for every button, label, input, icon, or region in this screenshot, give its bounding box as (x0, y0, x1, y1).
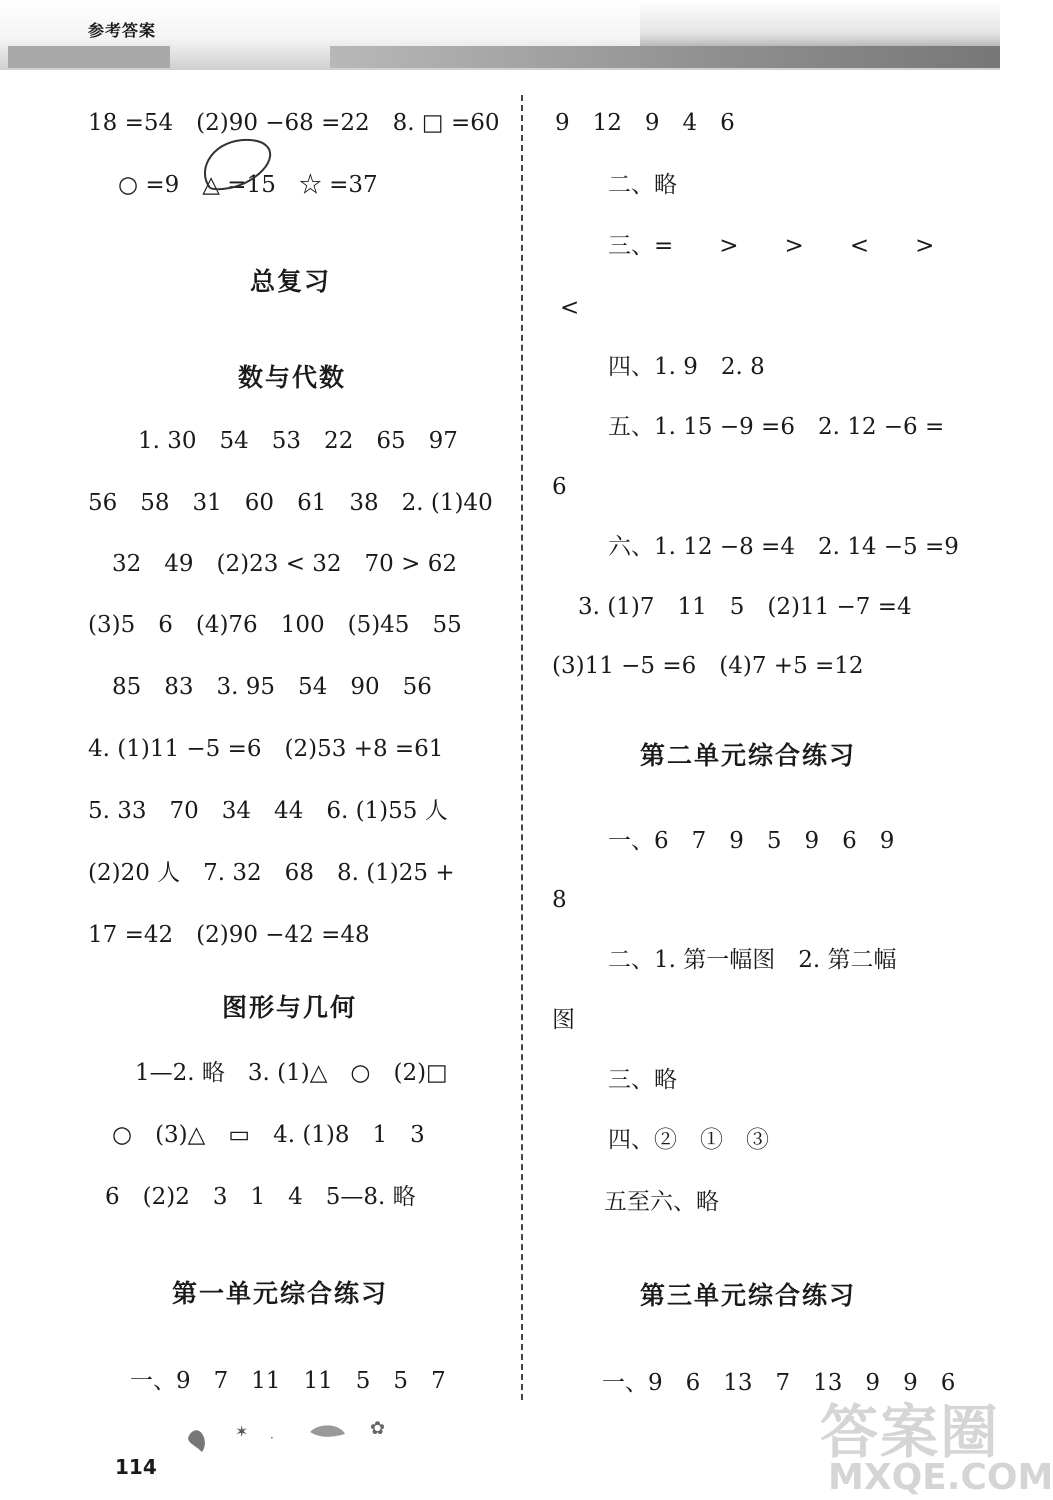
header-title: 参考答案 (88, 21, 157, 40)
answer-line: 8 (552, 887, 567, 913)
answer-line: 五、1. 15 −9 =6 2. 12 −6 = (608, 414, 945, 440)
answer-line: 6 (2)2 3 1 4 5—8. 略 (105, 1184, 416, 1210)
answer-line: 三、= > > < > (608, 233, 935, 259)
header-landscape-image (640, 0, 1000, 48)
pencil-scribble-mark (195, 128, 295, 208)
watermark-url: MXQE.COM (828, 1457, 1053, 1498)
header-bar-right (330, 46, 1000, 68)
answer-line: ○ (3)△ ▭ 4. (1)8 1 3 (112, 1122, 425, 1148)
answer-line: 三、略 (608, 1067, 677, 1093)
decorative-flowers-doodle (180, 1412, 420, 1462)
answer-line: (3)5 6 (4)76 100 (5)45 55 (88, 612, 462, 638)
answer-line: 85 83 3. 95 54 90 56 (112, 674, 432, 700)
heading-unit1-practice: 第一单元综合练习 (172, 1279, 389, 1308)
answer-line: 18 =54 (2)90 −68 =22 8. □ =60 (88, 110, 500, 136)
site-watermark (820, 1385, 1053, 1500)
answer-line: 五至六、略 (604, 1189, 719, 1215)
header-bar-left (8, 46, 170, 68)
answer-line: 1. 30 54 53 22 65 97 (138, 428, 458, 454)
heading-geometry: 图形与几何 (222, 993, 358, 1022)
answer-line: 一、9 7 11 11 5 5 7 (130, 1368, 446, 1394)
heading-numbers-algebra: 数与代数 (238, 363, 347, 392)
answer-line: 4. (1)11 −5 =6 (2)53 +8 =61 (88, 736, 444, 762)
answer-line: 56 58 31 60 61 38 2. (1)40 (88, 490, 493, 516)
answer-line: 四、1. 9 2. 8 (608, 354, 765, 380)
svg-text:✿: ✿ (370, 1418, 386, 1439)
heading-general-review: 总复习 (250, 267, 332, 296)
answer-line: ○ =9 △ =15 ☆ =37 (118, 172, 378, 198)
answer-line: 一、9 6 13 7 13 9 9 6 (602, 1370, 956, 1396)
page-number: 114 (115, 1455, 157, 1479)
answer-line: 图 (552, 1007, 575, 1033)
column-divider (521, 95, 523, 1400)
answer-line: 一、6 7 9 5 9 6 9 (608, 828, 895, 854)
svg-text:✶: ✶ (235, 1422, 249, 1441)
answer-line: 四、② ① ③ (608, 1127, 769, 1153)
watermark-text: 答案圈 (820, 1398, 1001, 1466)
answer-line: 17 =42 (2)90 −42 =48 (88, 922, 370, 948)
svg-text:·: · (270, 1431, 274, 1445)
answer-line: (2)20 人 7. 32 68 8. (1)25 + (88, 860, 455, 886)
answer-line: 二、略 (608, 172, 677, 198)
answer-line: (3)11 −5 =6 (4)7 +5 =12 (552, 653, 864, 679)
answer-line: 32 49 (2)23 < 32 70 > 62 (112, 551, 457, 577)
answer-line: < (560, 295, 580, 321)
answer-line: 1—2. 略 3. (1)△ ○ (2)□ (135, 1060, 448, 1086)
answer-line: 5. 33 70 34 44 6. (1)55 人 (88, 798, 448, 824)
answer-line: 6 (552, 474, 567, 500)
heading-unit3-practice: 第三单元综合练习 (640, 1281, 857, 1310)
answer-line: 二、1. 第一幅图 2. 第二幅 (608, 947, 897, 973)
answer-line: 六、1. 12 −8 =4 2. 14 −5 =9 (608, 534, 959, 560)
answer-line: 3. (1)7 11 5 (2)11 −7 =4 (578, 594, 912, 620)
heading-unit2-practice: 第二单元综合练习 (640, 741, 857, 770)
answer-line: 9 12 9 4 6 (555, 110, 735, 136)
